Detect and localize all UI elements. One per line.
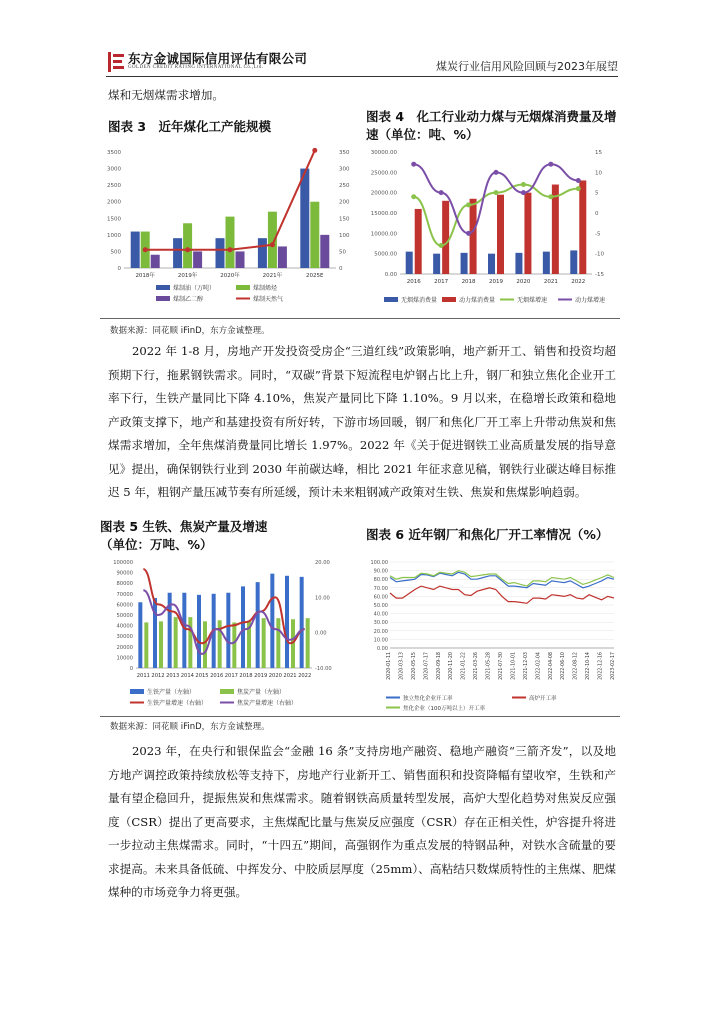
legend-label: 动力煤消费量 — [459, 297, 496, 304]
right-tick-label: 0.00 — [315, 630, 327, 637]
point-无烟煤增速 — [548, 194, 553, 199]
bar-焦炭产量（左轴） — [203, 621, 207, 668]
category-label: 2025E — [306, 273, 324, 279]
bar-无烟煤消费量 — [461, 253, 468, 274]
x-tick-label: 2022-12-16 — [598, 652, 604, 680]
bar-煤制烯烃 — [226, 217, 235, 268]
y-tick-label: 100.00 — [370, 560, 388, 566]
bar-动力煤消费量 — [415, 209, 422, 274]
fig5-title: 图表 5 生铁、焦炭产量及增速 — [100, 519, 268, 534]
legend-swatch — [236, 285, 250, 290]
line-焦炭产量增速（右轴） — [143, 590, 304, 654]
bar-焦炭产量（左轴） — [232, 622, 236, 668]
x-tick-label: 2020-11-20 — [449, 652, 455, 680]
bar-煤制乙二醇 — [320, 235, 329, 268]
paragraph-steel-demand: 2022 年 1-8 月，房地产开发投资受房企“三道红线”政策影响，地产新开工、销售和投资均超预期下行，拖累钢铁需求。同时，“双碳”背景下短流程电炉钢占比上升，钢厂和独立焦化企业开工率下行，生铁产量同比下降 4.10%，焦炭产量同比下降 1.10%。9 月以来，在稳增长政策和稳地产政策支撑下，地产和基建投资有所好转，下游市场回暖，钢厂和焦化厂开工率上升带动焦炭和焦煤需求增加，全年焦煤消费量同比增长 1.97%。2022 年《关于促进钢铁工业高质量发展的指导意见》提出，确保钢铁行业到 2030 年前碳达峰，相比 2021 年征求意见稿，钢铁行业碳达峰目标推迟 5 年，粗钢产量压减节奏有所延缓，预计未来粗钢减产政策对生铁、焦炭和焦煤影响趋弱。 — [108, 344, 616, 499]
legend-label: 独立焦化企业开工率 — [403, 696, 453, 702]
bar-无烟煤消费量 — [515, 253, 522, 274]
legend-swatch — [442, 297, 456, 302]
right-tick-label: 10 — [595, 170, 602, 177]
legend-label: 煤制乙二醇 — [173, 296, 204, 303]
y-tick-label: 60.00 — [373, 594, 388, 601]
y-tick-label: 0.00 — [376, 646, 388, 652]
left-tick-label: 40000 — [116, 623, 133, 630]
bar-无烟煤消费量 — [406, 252, 413, 274]
y-tick-label: 90.00 — [373, 568, 388, 575]
left-tick-label: 30000 — [116, 634, 133, 641]
point-动力煤增速 — [548, 162, 553, 167]
left-tick-label: 30000.00 — [370, 150, 397, 156]
bar-煤制油（万吨） — [300, 169, 309, 268]
x-tick-label: 2020-03-13 — [399, 652, 405, 680]
left-tick-label: 0.00 — [384, 272, 397, 278]
bar-煤制油（万吨） — [173, 238, 182, 268]
category-label: 2017 — [434, 279, 449, 285]
bar-生铁产量（左轴） — [270, 574, 274, 668]
bar-动力煤消费量 — [470, 199, 477, 274]
bar-无烟煤消费量 — [543, 252, 550, 274]
left-tick-label: 3000 — [107, 166, 121, 173]
left-tick-label: 100000 — [113, 560, 133, 566]
x-tick-label: 2020-05-15 — [411, 652, 417, 680]
fig4-title: 图表 4 化工行业动力煤与无烟煤消费量及增速（单位：吨、%） — [366, 109, 617, 142]
right-tick-label: 5 — [595, 190, 599, 197]
point-动力煤增速 — [576, 178, 581, 183]
legend-swatch — [156, 285, 170, 290]
bar-焦炭产量（左轴） — [306, 618, 310, 668]
left-tick-label: 80000 — [116, 581, 133, 588]
point-无烟煤增速 — [494, 190, 499, 195]
bar-焦炭产量（左轴） — [188, 617, 192, 668]
bar-煤制烯烃 — [183, 223, 192, 268]
category-label: 2018 — [239, 673, 253, 679]
right-tick-label: 15 — [595, 150, 602, 156]
left-tick-label: 1500 — [107, 216, 121, 223]
bar-生铁产量（左轴） — [226, 593, 230, 668]
point-动力煤增速 — [494, 170, 499, 175]
company-name-cn: 东方金诚国际信用评估有限公司 — [128, 51, 308, 66]
source-note-1: 数据来源：同花顺 iFinD，东方金诚整理。 — [110, 326, 270, 336]
right-tick-label: -5 — [595, 231, 601, 238]
paragraph-outlook-2023: 2023 年，在央行和银保监会“金融 16 条”支持房地产融资、稳地产融资“三箭齐发”，以及地方地产调控政策持续放松等支持下，房地产行业新开工、销售面积和投资降幅有望收窄，生铁和产量有望企稳回升，提振焦炭和焦煤需求。随着钢铁高质量转型发展，高炉大型化趋势对焦炭反应强度（CSR）提出了更高要求，主焦煤配比量与焦炭反应强度（CSR）存在正相关性，炉容提升将进一步拉动主焦煤需求。同时，“十四五”期间，高强钢作为重点发展的特钢品种，对铁水含硫量的要求提高。未来具备低硫、中挥发分、中胶质层厚度（25mm）、高粘结只数煤质特性的主焦煤、肥煤煤种的市场竞争力将更强。 — [108, 744, 616, 899]
x-tick-label: 2021-01-22 — [461, 652, 467, 680]
bar-煤制乙二醇 — [278, 246, 287, 268]
bar-煤制乙二醇 — [151, 255, 160, 268]
company-logo — [108, 52, 124, 72]
bar-生铁产量（左轴） — [138, 602, 142, 668]
left-tick-label: 70000 — [116, 591, 133, 598]
left-tick-label: 20000.00 — [370, 190, 397, 197]
legend-label: 焦炭产量（左轴） — [237, 689, 286, 696]
category-label: 2017 — [224, 673, 238, 679]
left-tick-label: 1000 — [107, 232, 121, 239]
right-tick-label: 150 — [339, 216, 350, 223]
right-tick-label: -15 — [595, 272, 604, 278]
point-煤制天然气 — [270, 242, 275, 247]
legend-swatch — [384, 297, 398, 302]
right-tick-label: -10.00 — [315, 666, 332, 672]
legend-swatch — [156, 296, 170, 301]
left-tick-label: 60000 — [116, 602, 133, 609]
document-title: 煤炭行业信用风险回顾与2023年展望 — [436, 60, 618, 73]
y-tick-label: 50.00 — [373, 603, 388, 609]
x-tick-label: 2022-04-08 — [548, 652, 554, 680]
legend-swatch — [130, 689, 144, 694]
bar-生铁产量（左轴） — [182, 593, 186, 668]
legend-label: 无烟煤消费量 — [401, 297, 438, 304]
bar-动力煤消费量 — [497, 195, 504, 274]
bar-煤制油（万吨） — [216, 238, 225, 268]
point-动力煤增速 — [521, 190, 526, 195]
x-tick-label: 2022-10-14 — [586, 652, 592, 680]
bar-煤制油（万吨） — [131, 232, 140, 268]
category-label: 2018年 — [135, 273, 155, 279]
bar-无烟煤消费量 — [570, 250, 577, 274]
category-label: 2022 — [571, 279, 586, 285]
x-tick-label: 2023-02-17 — [611, 652, 616, 680]
fig3-chart — [96, 144, 366, 314]
legend-label: 煤制油（万吨） — [173, 285, 216, 292]
left-tick-label: 10000.00 — [370, 231, 397, 238]
point-无烟煤增速 — [576, 186, 581, 191]
right-tick-label: 200 — [339, 199, 350, 206]
bar-生铁产量（左轴） — [285, 576, 289, 668]
category-label: 2012 — [151, 673, 165, 679]
point-动力煤增速 — [439, 190, 444, 195]
point-煤制天然气 — [312, 148, 317, 153]
point-动力煤增速 — [466, 231, 471, 236]
point-动力煤增速 — [411, 162, 416, 167]
legend-swatch — [220, 689, 234, 694]
line-独立焦化企业开工率 — [390, 572, 614, 588]
x-tick-label: 2021-05-28 — [486, 652, 492, 680]
legend-label: 生铁产量增速（右轴） — [147, 700, 208, 707]
category-label: 2016 — [210, 673, 224, 679]
category-label: 2022 — [298, 673, 312, 679]
left-tick-label: 0 — [117, 266, 121, 272]
left-tick-label: 25000.00 — [370, 170, 397, 177]
bar-无烟煤消费量 — [488, 254, 495, 274]
left-tick-label: 500 — [110, 249, 121, 256]
bar-生铁产量（左轴） — [241, 586, 245, 668]
x-tick-label: 2022-02-04 — [536, 652, 542, 680]
fig6-chart — [362, 556, 624, 714]
category-label: 2016 — [406, 279, 421, 285]
point-煤制天然气 — [228, 247, 233, 252]
category-label: 2021年 — [262, 273, 283, 279]
left-tick-label: 20000 — [116, 644, 133, 651]
category-label: 2011 — [136, 673, 150, 679]
legend-label: 煤制烯烃 — [253, 285, 278, 292]
category-label: 2018 — [461, 279, 476, 285]
point-无烟煤增速 — [411, 194, 416, 199]
line-高炉开工率 — [390, 586, 614, 603]
y-tick-label: 80.00 — [373, 577, 388, 584]
x-tick-label: 2022-08-12 — [573, 652, 579, 680]
fig5-subtitle: （单位：万吨、%） — [100, 537, 213, 552]
legend-label: 生铁产量（左轴） — [147, 689, 196, 696]
category-label: 2019 — [489, 279, 503, 285]
category-label: 2015 — [195, 673, 209, 679]
right-tick-label: 250 — [339, 183, 350, 190]
bar-煤制烯烃 — [310, 202, 319, 268]
point-无烟煤增速 — [439, 243, 444, 248]
bar-生铁产量（左轴） — [256, 582, 260, 668]
x-tick-label: 2020-07-17 — [424, 652, 430, 680]
y-tick-label: 30.00 — [373, 620, 388, 627]
left-tick-label: 5000.00 — [374, 251, 397, 258]
bar-焦炭产量（左轴） — [174, 617, 178, 668]
company-name-en: GOLDEN CREDIT RATING INTERNATIONAL Co.,Ltd. — [128, 65, 264, 70]
bar-生铁产量（左轴） — [300, 577, 304, 668]
bar-动力煤消费量 — [524, 193, 531, 274]
bar-煤制乙二醇 — [193, 251, 202, 268]
category-label: 2020 — [516, 279, 531, 285]
left-tick-label: 10000 — [116, 655, 133, 662]
category-label: 2021 — [283, 673, 297, 679]
x-tick-label: 2021-07-30 — [499, 652, 504, 680]
category-label: 2020 — [268, 673, 282, 679]
category-label: 2021 — [543, 279, 558, 285]
right-tick-label: 20.00 — [315, 560, 330, 566]
y-tick-label: 20.00 — [373, 628, 388, 635]
bar-动力煤消费量 — [579, 180, 586, 274]
x-tick-label: 2021-12-03 — [523, 652, 529, 680]
bar-无烟煤消费量 — [433, 254, 440, 274]
bar-焦炭产量（左轴） — [276, 618, 280, 668]
x-tick-label: 2020-01-11 — [387, 652, 392, 680]
fig3-title: 图表 3 近年煤化工产能规模 — [108, 119, 272, 134]
bar-焦炭产量（左轴） — [144, 622, 148, 668]
bar-动力煤消费量 — [442, 201, 449, 274]
point-无烟煤增速 — [521, 182, 526, 187]
y-tick-label: 40.00 — [373, 611, 388, 618]
left-tick-label: 2000 — [107, 199, 121, 206]
right-tick-label: 300 — [339, 166, 350, 173]
right-tick-label: 350 — [339, 150, 350, 156]
category-label: 2014 — [180, 673, 194, 679]
bar-生铁产量（左轴） — [197, 595, 201, 668]
legend-label: 焦炭产量增速（右轴） — [237, 700, 298, 707]
right-tick-label: -10 — [595, 251, 604, 258]
point-煤制天然气 — [143, 247, 148, 252]
header-divider — [106, 76, 618, 77]
legend-label: 煤制天然气 — [253, 296, 284, 303]
y-tick-label: 10.00 — [373, 637, 388, 644]
fig-divider-2 — [100, 716, 620, 717]
left-tick-label: 15000.00 — [370, 211, 397, 217]
legend-label: 无烟煤增速 — [517, 297, 548, 304]
left-tick-label: 90000 — [116, 570, 133, 577]
bar-焦炭产量（左轴） — [262, 618, 266, 668]
fig-divider-1 — [100, 318, 620, 319]
legend-label: 动力煤增速 — [575, 297, 606, 304]
intro-tail: 煤和无烟煤需求增加。 — [108, 88, 224, 102]
source-note-2: 数据来源：同花顺 iFinD，东方金诚整理。 — [110, 722, 270, 732]
right-tick-label: 10.00 — [315, 595, 330, 602]
x-tick-label: 2021-03-26 — [474, 652, 480, 680]
category-label: 2020年 — [220, 273, 240, 279]
left-tick-label: 2500 — [107, 183, 121, 190]
left-tick-label: 50000 — [116, 613, 133, 619]
point-无烟煤增速 — [466, 202, 471, 207]
right-tick-label: 100 — [339, 232, 350, 239]
legend-label: 高炉开工率 — [529, 696, 557, 702]
category-label: 2013 — [166, 673, 180, 679]
fig5-chart — [100, 556, 362, 714]
y-tick-label: 70.00 — [373, 585, 388, 592]
right-tick-label: 0 — [595, 211, 599, 217]
bar-煤制油（万吨） — [258, 238, 267, 268]
category-label: 2019年 — [177, 273, 198, 279]
bar-煤制乙二醇 — [236, 251, 245, 268]
fig4-chart — [362, 144, 624, 314]
x-tick-label: 2021-10-01 — [511, 652, 517, 680]
legend-label: 焦化企业（100万吨以上）开工率 — [403, 706, 485, 712]
fig6-title: 图表 6 近年钢厂和焦化厂开工率情况（%） — [366, 527, 609, 542]
right-tick-label: 0 — [339, 266, 343, 272]
x-tick-label: 2020-09-18 — [436, 652, 442, 680]
x-tick-label: 2022-06-10 — [561, 652, 567, 680]
left-tick-label: 0 — [129, 666, 133, 672]
line-焦化企业（100万吨以上）开工率 — [390, 571, 614, 587]
category-label: 2019 — [254, 673, 268, 679]
left-tick-label: 3500 — [107, 150, 121, 156]
right-tick-label: 50 — [339, 249, 346, 256]
bar-焦炭产量（左轴） — [159, 621, 163, 668]
point-煤制天然气 — [185, 247, 190, 252]
